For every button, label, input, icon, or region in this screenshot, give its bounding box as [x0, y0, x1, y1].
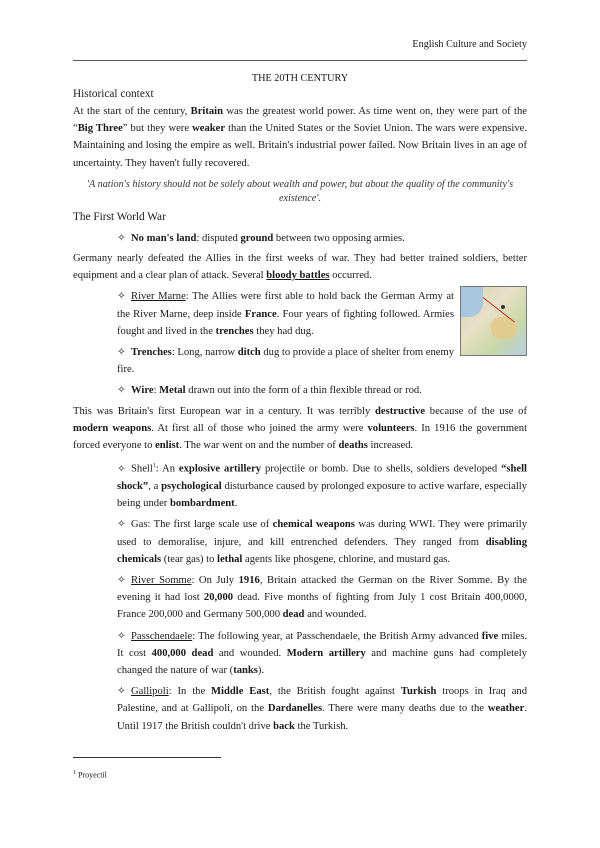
heading-historical-context: Historical context [73, 88, 154, 100]
bullet-passchendaele: ✧ Passchendaele: The following year, at Passchendaele, the British Army advanced five miles. It cost 400,000 dead and wounded. Modern artillery and machine guns had completely changed the nature of war (tanks). [117, 628, 527, 680]
bullet-icon: ✧ [117, 575, 126, 586]
footnote-ref: 1 [152, 463, 156, 470]
bullet-icon: ✧ [117, 232, 126, 244]
map-image [460, 286, 527, 356]
bullet-gallipoli: ✧ Gallipoli: In the Middle East, the British fought against Turkish troops in Iraq and Palestine, and at Gallipoli, on the Dardanelles. There were many deaths due to the weather. Until 1917 the British couldn't drive back the Turkish. [117, 683, 527, 735]
bullet-river-marne: ✧ River Marne: The Allies were first able to hold back the German Army at the River Marne, deep inside France. Four years of fighting followed. Armies fought and lived in the trenches they had dug. [117, 288, 527, 340]
bullet-icon: ✧ [117, 291, 126, 303]
bullet-icon: ✧ [117, 347, 126, 359]
heading-first-world-war: The First World War [73, 210, 166, 223]
running-header: English Culture and Society [412, 39, 527, 50]
bullet-no-mans-land: ✧ No man's land: disputed ground between two opposing armies. [117, 230, 527, 247]
bullet-shell: ✧ Shell$^1$: An explosive artillery projectile or bomb. Due to shells, soldiers developed “shell shock”, a psychological disturbance caused by prolonged exposure to active warfare, especially being under bombardment. [117, 458, 527, 512]
footnote-rule [73, 757, 221, 758]
paragraph-first-european-war: This was Britain's first European war in a century. It was terribly destructive because of the use of modern weapons. At first all of those who joined the army were volunteers. In 1916 the government forced everyone to enlist. The war went on and the number of deaths increased. [73, 405, 528, 452]
content [73, 72, 527, 735]
bullet-trenches: ✧ Trenches: Long, narrow ditch dug to provide a place of shelter from enemy fire. [117, 344, 527, 378]
page-title: THE 20TH CENTURY [251, 73, 349, 84]
quote: 'A nation's history should not be solely about wealth and power, but about the quality of the community's existence'. [86, 178, 514, 205]
footnote: $^1$ Proyectil [73, 770, 107, 780]
bullet-icon: ✧ [117, 630, 126, 642]
bullet-icon: ✧ [117, 519, 126, 531]
header-rule [73, 60, 527, 61]
bullet-river-somme: ✧ River Somme: On July 1916, Britain attacked the German on the River Somme. By the evening it had lost 20,000 dead. Five months of fighting from July 1 cost Britain 400,0000, France 200,000 and Germany 500,000 dead and wounded. [117, 572, 527, 624]
bullet-icon: ✧ [117, 463, 126, 475]
paragraph-germany: Germany nearly defeated the Allies in the first weeks of war. They had better trained soldiers, better equipment and a clear plan of attack. Several bloody battles occurred. [73, 253, 527, 282]
paragraph-historical: At the start of the century, Britain was the greatest world power. As time went on, they were part of the “Big Three” but they were weaker than the United States or the Soviet Union. The wars were expensive. Maintaining and losing the empire as well. Britain's industrial power failed. Now Britain lives in an age of uncertainty. They haven't fully recovered. [73, 106, 527, 169]
bullet-icon: ✧ [117, 686, 126, 698]
bullet-gas: ✧ Gas: The first large scale use of chemical weapons was during WWI. They were primarily used to demoralise, injure, and kill entrenched defenders. They ranged from disabling chemicals (tear gas) to lethal agents like phosgene, chlorine, and mustard gas. [117, 516, 527, 568]
bullet-icon: ✧ [117, 385, 126, 397]
bullet-wire: ✧ Wire: Metal drawn out into the form of a thin flexible thread or rod. [117, 382, 527, 399]
